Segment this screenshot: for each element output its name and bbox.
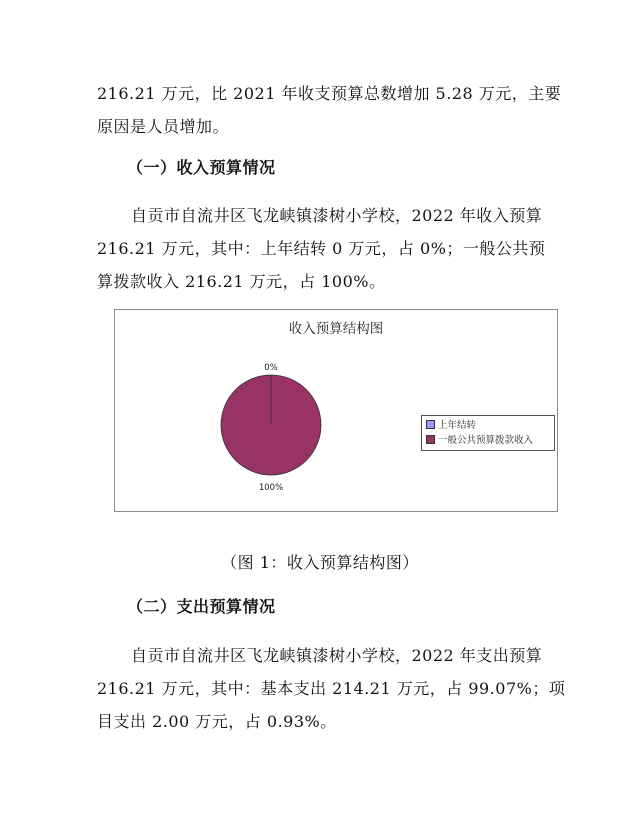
pie-data-label-carryover: 0% [264, 363, 278, 373]
income-line-2: 216.21 万元，其中：上年结转 0 万元，占 0%；一般公共预 [97, 239, 546, 258]
legend-item-carryover [426, 419, 476, 433]
income-section-heading: （一）收入预算情况 [127, 158, 276, 177]
income-structure-chart [114, 309, 558, 512]
legend-swatch-carryover [426, 420, 435, 429]
expense-line-1: 自贡市自流井区飞龙峡镇漆树小学校，2022 年支出预算 [131, 646, 543, 665]
pie-data-label-general-budget: 100% [258, 483, 284, 493]
income-line-1: 自贡市自流井区飞龙峡镇漆树小学校，2022 年收入预算 [131, 206, 543, 225]
chart-title: 收入预算结构图 [288, 321, 384, 337]
legend-label-general-budget: 一般公共预算拨款收入 [438, 435, 534, 446]
intro-line-2: 原因是人员增加。 [97, 117, 230, 136]
legend-item-general-budget [426, 434, 533, 448]
income-line-3: 算拨款收入 216.21 万元，占 100%。 [97, 272, 386, 291]
legend-swatch-general-budget [426, 435, 435, 444]
expense-line-2: 216.21 万元，其中：基本支出 214.21 万元，占 99.07%；项 [97, 679, 566, 698]
expense-section-heading: （二）支出预算情况 [127, 597, 276, 616]
intro-line-1: 216.21 万元，比 2021 年收支预算总数增加 5.28 万元，主要 [97, 84, 562, 103]
pie-chart-canvas [115, 310, 557, 511]
expense-line-3: 目支出 2.00 万元，占 0.93%。 [97, 712, 337, 731]
chart-legend [421, 415, 555, 451]
legend-label-carryover: 上年结转 [438, 420, 477, 431]
figure-caption: （图 1：收入预算结构图） [221, 553, 419, 572]
